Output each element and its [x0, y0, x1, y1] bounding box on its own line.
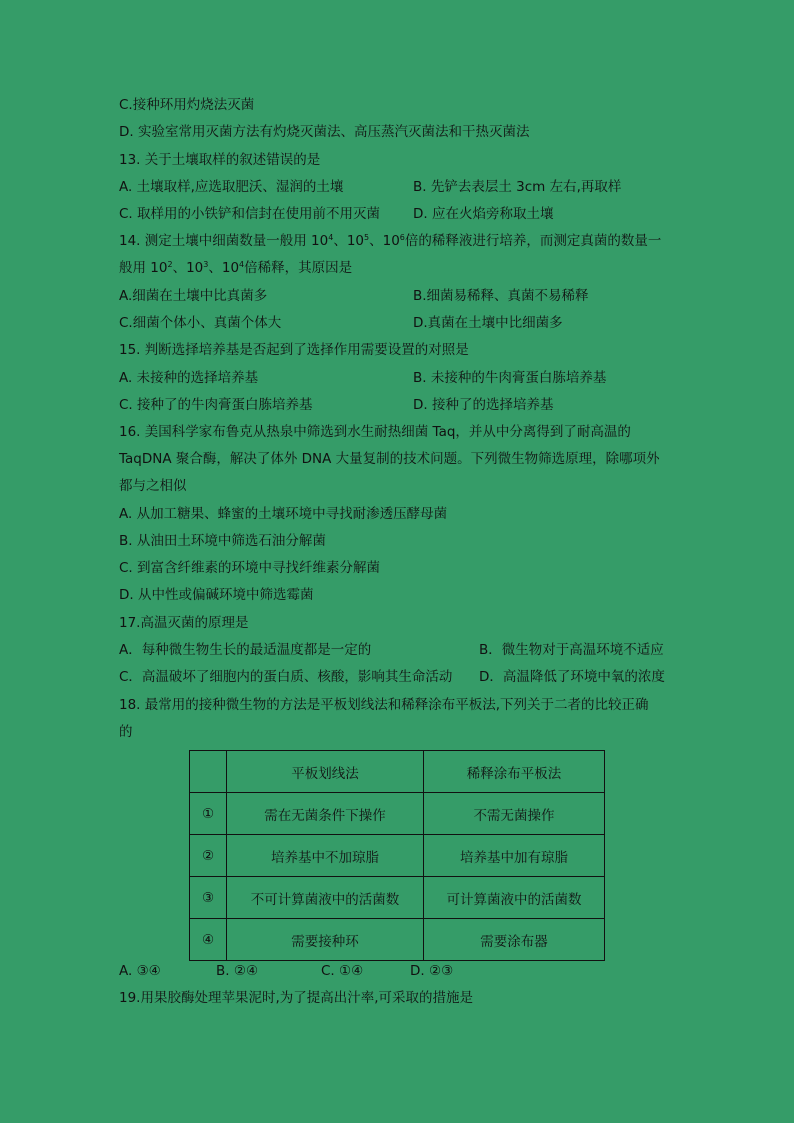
question-18-line1: 18. 最常用的接种微生物的方法是平板划线法和稀释涂布平板法,下列关于二者的比较正确	[119, 697, 649, 713]
question-19: 19.用果胶酶处理苹果泥时,为了提高出汁率,可采取的措施是	[119, 990, 474, 1006]
q14-text: 14. 测定土壤中细菌数量一般用 10	[119, 233, 329, 249]
q14-text: 、10	[208, 260, 240, 276]
line-option-c-prev: C.接种环用灼烧法灭菌	[119, 97, 255, 113]
q13-option-b: B. 先铲去表层土 3cm 左右,再取样	[413, 179, 622, 195]
q17-option-d: D．高温降低了环境中氧的浓度	[479, 669, 665, 685]
question-16-line1: 16. 美国科学家布鲁克从热泉中筛选到水生耐热细菌 Taq，并从中分离得到了耐高温的	[119, 424, 631, 440]
line-option-d-prev: D. 实验室常用灭菌方法有灼烧灭菌法、高压蒸汽灭菌法和干热灭菌法	[119, 124, 530, 140]
table-header-cell: 稀释涂布平板法	[424, 751, 605, 793]
q14-option-b: B.细菌易稀释、真菌不易稀释	[413, 288, 589, 304]
row-number: ②	[190, 835, 227, 877]
q16-option-a: A. 从加工糖果、蜂蜜的土壤环境中寻找耐渗透压酵母菌	[119, 506, 448, 522]
q18-option-d: D. ②③	[410, 963, 454, 979]
table-header-row	[190, 751, 605, 793]
question-15: 15. 判断选择培养基是否起到了选择作用需要设置的对照是	[119, 342, 469, 358]
q14-exp: 3	[203, 260, 209, 269]
question-14-line2	[119, 259, 352, 277]
q16-option-b: B. 从油田土环境中筛选石油分解菌	[119, 533, 326, 549]
q15-option-d: D. 接种了的选择培养基	[413, 397, 554, 413]
table-cell: 需要涂布器	[424, 919, 605, 961]
table-cell: 不可计算菌液中的活菌数	[227, 877, 424, 919]
q14-text: 、10	[172, 260, 204, 276]
table-row	[190, 919, 605, 961]
question-16-line3: 都与之相似	[119, 478, 187, 494]
q13-option-a: A. 土壤取样,应选取肥沃、湿润的土壤	[119, 179, 344, 195]
q14-text: 倍的稀释液进行培养，而测定真菌的数量一	[404, 233, 662, 249]
q16-option-c: C. 到富含纤维素的环境中寻找纤维素分解菌	[119, 560, 381, 576]
q14-text: 倍稀释，其原因是	[244, 260, 353, 276]
table-row	[190, 877, 605, 919]
q13-option-c: C. 取样用的小铁铲和信封在使用前不用灭菌	[119, 206, 381, 222]
q14-exp: 2	[167, 260, 173, 269]
q14-exp: 4	[239, 260, 245, 269]
table-cell: 培养基中加有琼脂	[424, 835, 605, 877]
table-header-cell	[190, 751, 227, 793]
q14-option-a: A.细菌在土壤中比真菌多	[119, 288, 268, 304]
q18-option-b: B. ②④	[216, 963, 259, 979]
q17-option-c: C．高温破坏了细胞内的蛋白质、核酸，影响其生命活动	[119, 669, 453, 685]
q14-exp: 4	[328, 233, 334, 242]
q15-option-a: A. 未接种的选择培养基	[119, 370, 259, 386]
q17-option-a: A．每种微生物生长的最适温度都是一定的	[119, 642, 372, 658]
row-number: ①	[190, 793, 227, 835]
q14-option-c: C.细菌个体小、真菌个体大	[119, 315, 282, 331]
table-cell: 需在无菌条件下操作	[227, 793, 424, 835]
q15-option-c: C. 接种了的牛肉膏蛋白胨培养基	[119, 397, 313, 413]
table-header-cell: 平板划线法	[227, 751, 424, 793]
q14-exp: 6	[399, 233, 405, 242]
q14-text: 、10	[369, 233, 400, 249]
table-row	[190, 835, 605, 877]
q17-option-b: B．微生物对于高温环境不适应	[479, 642, 664, 658]
question-16-line2: TaqDNA 聚合酶，解决了体外 DNA 大量复制的技术问题。下列微生物筛选原理，除哪项外	[119, 451, 660, 467]
table-cell: 不需无菌操作	[424, 793, 605, 835]
q18-option-c: C. ①④	[321, 963, 364, 979]
table-cell: 需要接种环	[227, 919, 424, 961]
q14-text: 、10	[333, 233, 365, 249]
question-14-line1	[119, 232, 661, 250]
table-row	[190, 793, 605, 835]
table-cell: 培养基中不加琼脂	[227, 835, 424, 877]
table-cell: 可计算菌液中的活菌数	[424, 877, 605, 919]
q14-option-d: D.真菌在土壤中比细菌多	[413, 315, 563, 331]
question-18-line2: 的	[119, 724, 133, 740]
question-17: 17.高温灭菌的原理是	[119, 615, 249, 631]
q16-option-d: D. 从中性或偏碱环境中筛选霉菌	[119, 587, 314, 603]
q14-exp: 5	[364, 233, 370, 242]
q14-text: 般用 10	[119, 260, 168, 276]
row-number: ④	[190, 919, 227, 961]
row-number: ③	[190, 877, 227, 919]
q18-option-a: A. ③④	[119, 963, 161, 979]
question-13: 13. 关于土壤取样的叙述错误的是	[119, 152, 321, 168]
comparison-table	[189, 750, 605, 961]
q15-option-b: B. 未接种的牛肉膏蛋白胨培养基	[413, 370, 607, 386]
q13-option-d: D. 应在火焰旁称取土壤	[413, 206, 554, 222]
